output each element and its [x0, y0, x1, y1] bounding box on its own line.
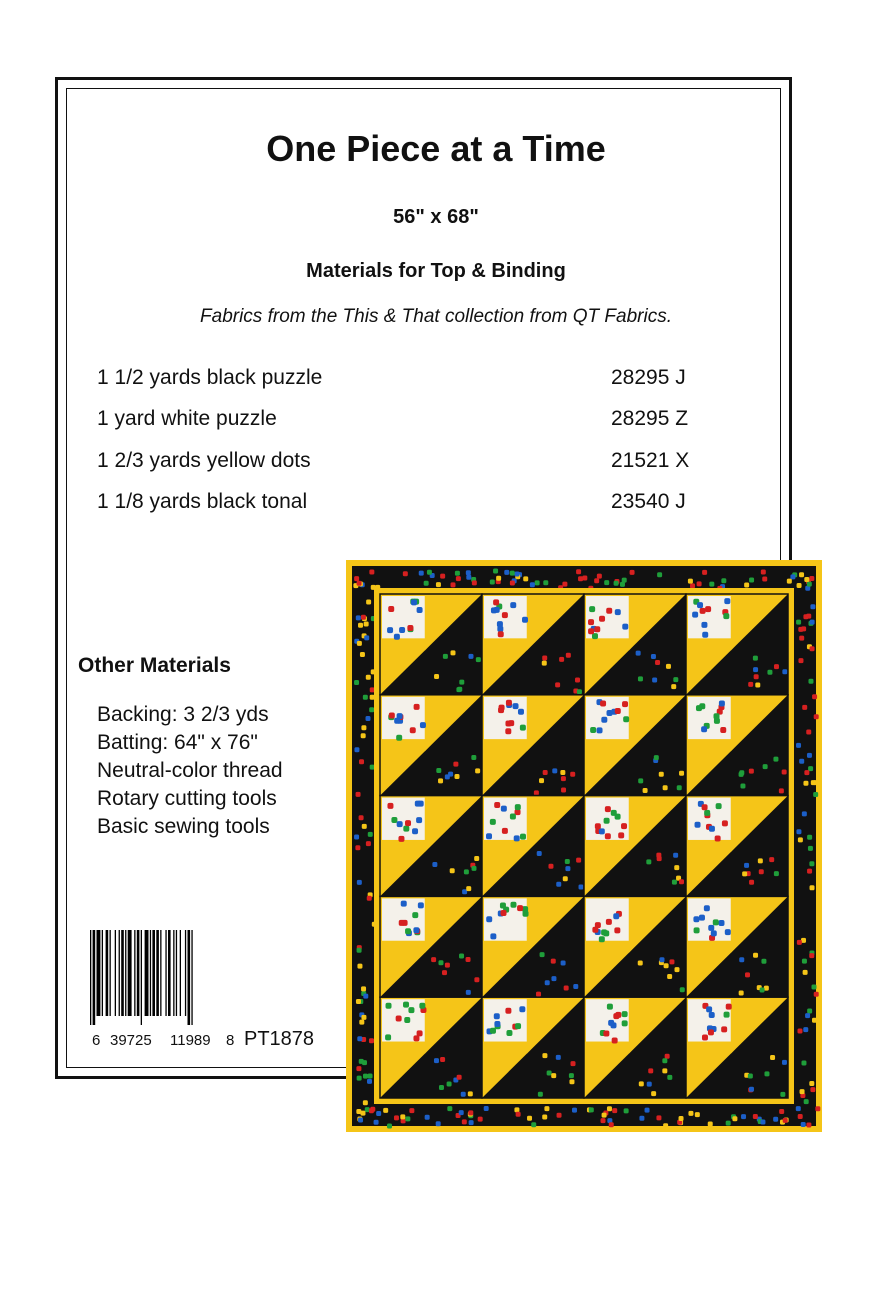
fabric-code: 28295 J: [611, 366, 686, 389]
fabric-row: [97, 366, 717, 396]
barcode-icon: [88, 930, 238, 1025]
fabric-note: Fabrics from the This & That collection from QT Fabrics.: [200, 306, 672, 327]
quilt-image: [346, 560, 822, 1132]
other-materials-heading: Other Materials: [78, 654, 231, 677]
other-materials-list: [97, 701, 283, 841]
fabric-name: 1 2/3 yards yellow dots: [97, 449, 311, 472]
other-item: Rotary cutting tools: [97, 787, 277, 810]
upc-left-group: 39725: [110, 1032, 152, 1049]
quilt-size: 56" x 68": [393, 206, 479, 228]
fabric-name: 1 1/2 yards black puzzle: [97, 366, 323, 389]
other-item: Neutral-color thread: [97, 759, 283, 782]
materials-heading: Materials for Top & Binding: [306, 260, 566, 282]
upc-right-group: 11989: [170, 1032, 211, 1049]
other-item: Backing: 3 2/3 yds: [97, 703, 269, 726]
product-code: PT1878: [244, 1028, 315, 1050]
fabric-code: 23540 J: [611, 490, 686, 513]
other-item: Batting: 64" x 76": [97, 731, 258, 754]
fabric-row: [97, 449, 717, 479]
pattern-title: One Piece at a Time: [266, 128, 606, 169]
fabric-row: [97, 490, 717, 520]
upc-last-digit: 8: [226, 1032, 235, 1049]
upc-first-digit: 6: [92, 1032, 101, 1049]
other-item: Basic sewing tools: [97, 815, 270, 838]
fabric-name: 1 1/8 yards black tonal: [97, 490, 308, 513]
fabric-code: 21521 X: [611, 449, 690, 472]
fabric-code: 28295 Z: [611, 407, 689, 430]
fabric-row: [97, 407, 717, 437]
fabric-name: 1 yard white puzzle: [97, 407, 277, 430]
